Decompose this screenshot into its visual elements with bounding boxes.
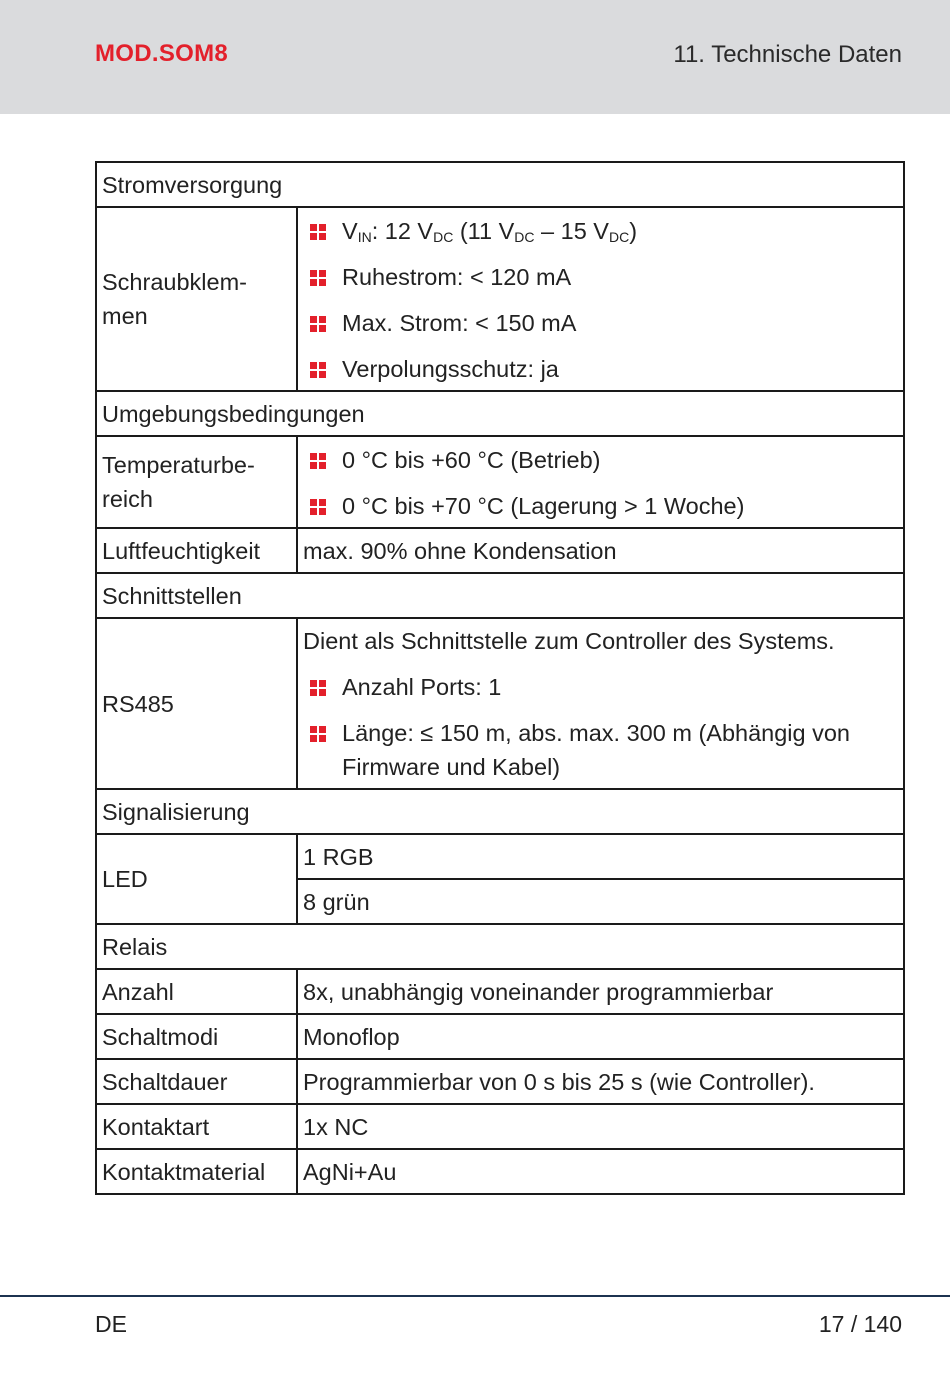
bullet-icon [310,680,327,697]
bullet-icon [310,362,327,379]
section-heading: Umgebungsbedingungen [96,391,904,436]
row-label: Temperaturbe- reich [96,436,297,528]
spec-table [95,161,905,1195]
table-row [96,1104,904,1149]
footer-divider [0,1295,950,1297]
bullet-text: Max. Strom: < 150 mA [342,310,577,336]
bullet-text: Ruhestrom: < 120 mA [342,264,572,290]
row-label: Kontaktmaterial [96,1149,297,1194]
section-row-signaling [96,789,904,834]
list-item [303,352,898,386]
row-value [297,618,904,789]
bullet-icon [310,726,327,743]
section-row-power [96,162,904,207]
list-item [303,489,898,523]
row-value [297,207,904,391]
table-row [96,1014,904,1059]
list-item [303,214,898,248]
bullet-icon [310,224,327,241]
row-value: Programmierbar von 0 s bis 25 s (wie Controller). [297,1059,904,1104]
table-row-rs485 [96,618,904,789]
row-label: Kontaktart [96,1104,297,1149]
row-value: 1x NC [297,1104,904,1149]
section-heading: Stromversorgung [96,162,904,207]
row-value: 8x, unabhängig voneinander programmierbar [297,969,904,1014]
vin-value: $V_{IN}$: 12 $V_{DC}$ (11 $V_{DC} - 15$ $V_{DC}$) [342,218,638,245]
section-heading: Schnittstellen [96,573,904,618]
bullet-text: Anzahl Ports: 1 [342,674,502,700]
table-row-temperature [96,436,904,528]
section-heading: Signalisierung [96,789,904,834]
table-row-humidity [96,528,904,573]
brand-title: MOD.SOM8 [95,40,229,67]
row-value [297,436,904,528]
list-item [303,670,898,704]
row-label: Schraubklem- men [96,207,297,391]
row-value: 8 grün [297,879,904,924]
list-item [303,443,898,477]
bullet-icon [310,499,327,516]
bullet-text: Länge: ≤ 150 m, abs. max. 300 m (Abhängig von Firmware und Kabel) [342,720,851,780]
table-row [96,1149,904,1194]
list-item [303,306,898,340]
list-item [303,260,898,294]
bullet-icon [310,316,327,333]
bullet-text: 0 °C bis +60 °C (Betrieb) [342,447,601,473]
bullet-text: 0 °C bis +70 °C (Lagerung > 1 Woche) [342,493,745,519]
bullet-icon [310,270,327,287]
section-heading: Relais [96,924,904,969]
row-label: LED [96,834,297,924]
row-label: Schaltdauer [96,1059,297,1104]
bullet-icon [310,453,327,470]
page-header [0,0,950,114]
row-value: Monoflop [297,1014,904,1059]
table-row [96,1059,904,1104]
section-title: 11. Technische Daten [673,41,902,68]
row-label: Anzahl [96,969,297,1014]
row-value: 1 RGB [297,834,904,879]
row-label: RS485 [96,618,297,789]
section-row-environment [96,391,904,436]
list-item [303,716,898,784]
row-label: Schaltmodi [96,1014,297,1059]
row-value: AgNi+Au [297,1149,904,1194]
table-row-led [96,834,904,879]
row-value: max. 90% ohne Kondensation [297,528,904,573]
bullet-text: Verpolungsschutz: ja [342,356,559,382]
table-row [96,969,904,1014]
page-number: 17 / 140 [818,1311,902,1337]
row-label: Luftfeuchtigkeit [96,528,297,573]
section-row-interfaces [96,573,904,618]
section-row-relay [96,924,904,969]
rs485-intro: Dient als Schnittstelle zum Controller des Systems. [303,628,835,654]
footer-language: DE [95,1311,127,1337]
table-row-terminals [96,207,904,391]
